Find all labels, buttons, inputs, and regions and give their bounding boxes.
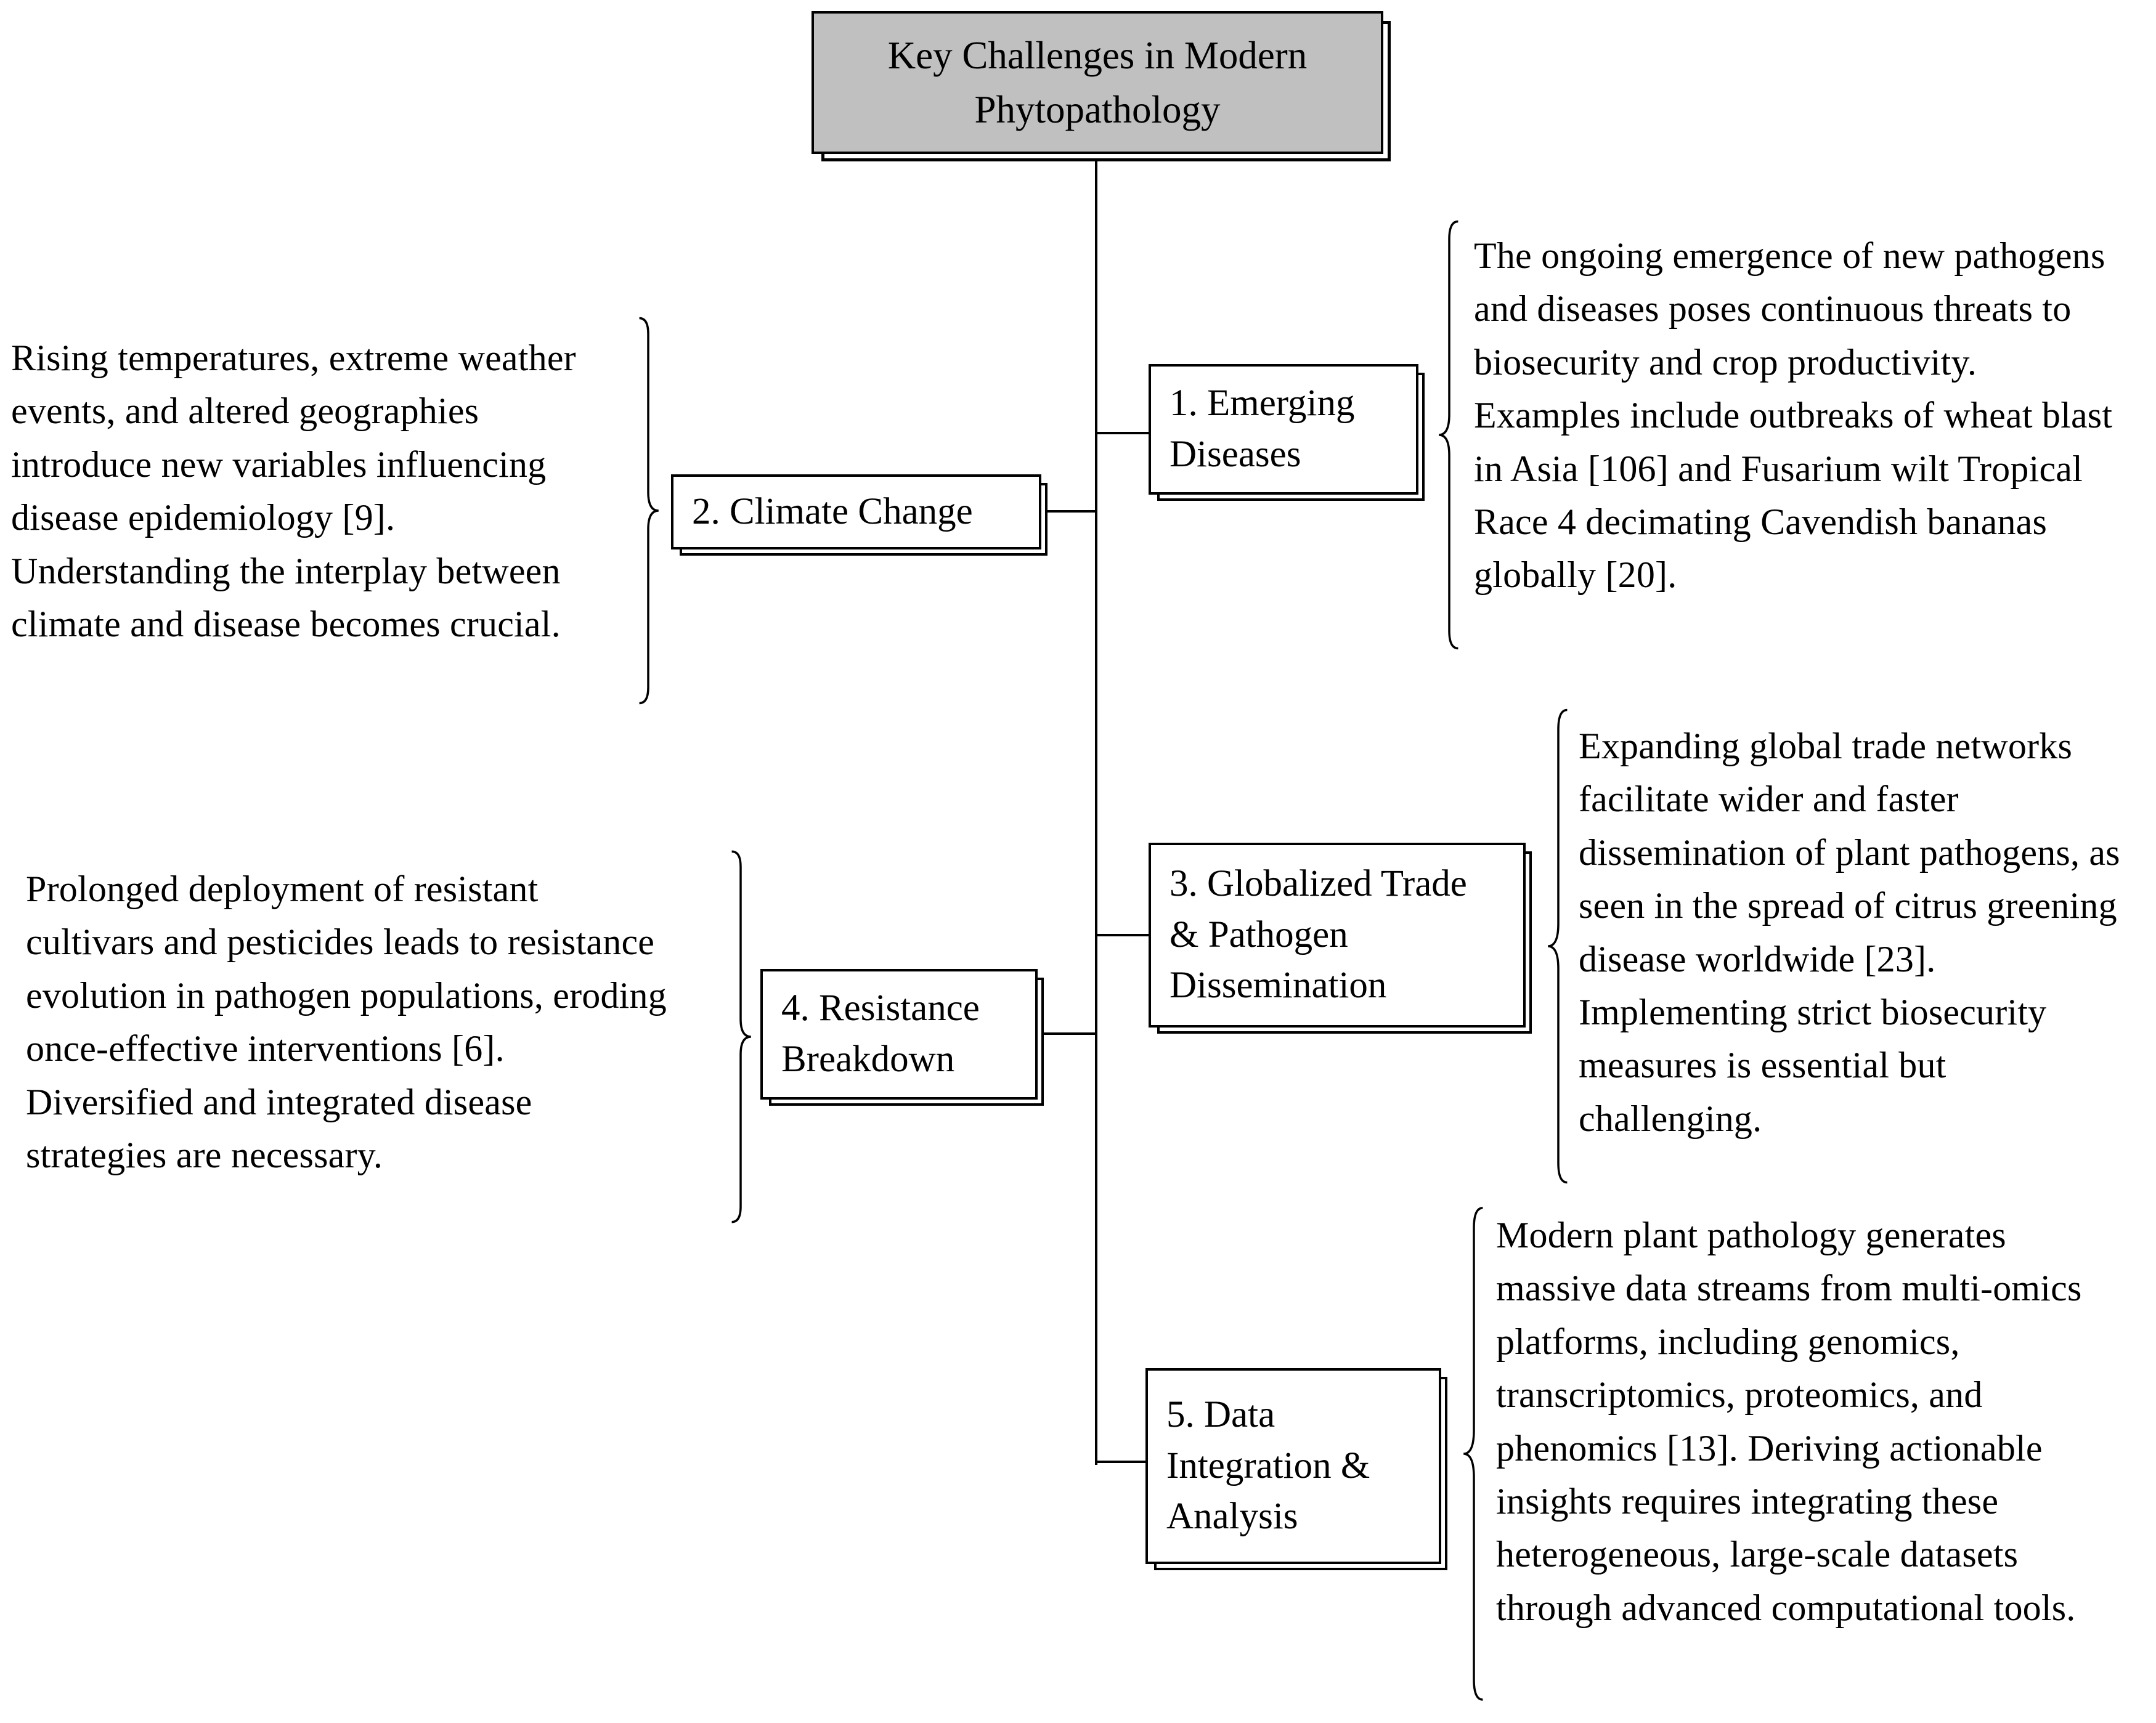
right-brace-icon-climate-change <box>633 313 663 708</box>
node-description-data-integration: Modern plant pathology generates massive data streams from multi-omics platforms, including genomics, transcriptomics, proteomics, and phenomics [13]. Deriving actionable insights requires integrating these heterogeneous, large-scale datasets through advanced computational tools. <box>1496 1215 2082 1628</box>
node-box-resistance-breakdown <box>760 969 1038 1100</box>
left-brace-icon-globalized-trade <box>1544 703 1573 1189</box>
node-description-globalized-trade: Expanding global trade networks facilitate wider and faster dissemination of plant pathogens, as seen in the spread of citrus greening disease worldwide [23]. Implementing strict biosecurity measures is essential but challenging. <box>1579 726 2120 1139</box>
branch-line-emerging-diseases <box>1096 432 1150 434</box>
node-box-data-integration <box>1145 1368 1441 1564</box>
node-description-climate-change: Rising temperatures, extreme weather events, and altered geographies introduce new variables influencing disease epidemiology [9]. Understanding the interplay between climate and disease becomes crucial. <box>11 338 576 644</box>
node-label-emerging-diseases: 1. Emerging Diseases <box>1170 383 1355 475</box>
branch-line-globalized-trade <box>1096 934 1150 936</box>
node-label-data-integration: 5. Data Integration & Analysis <box>1166 1393 1370 1538</box>
node-label-climate-change: 2. Climate Change <box>692 490 973 532</box>
branch-line-climate-change <box>1040 510 1096 513</box>
diagram-title-box <box>812 11 1383 154</box>
node-box-globalized-trade <box>1149 843 1526 1028</box>
node-description-emerging-diseases: The ongoing emergence of new pathogens and diseases poses continuous threats to biosecurity and crop productivity. Examples include outbreaks of wheat blast in Asia [106] and Fusarium wilt Tropical Race 4 decimating Cavendish bananas globally [20]. <box>1474 235 2113 596</box>
branch-line-data-integration <box>1096 1461 1148 1463</box>
right-brace-icon-resistance-breakdown <box>726 846 755 1227</box>
spine-line <box>1095 153 1097 1465</box>
branch-line-resistance-breakdown <box>1036 1032 1096 1035</box>
node-label-globalized-trade: 3. Globalized Trade & Pathogen Dissemination <box>1170 862 1467 1007</box>
diagram-title: Key Challenges in Modern Phytopathology <box>887 33 1308 131</box>
left-brace-icon-emerging-diseases <box>1434 216 1464 654</box>
left-brace-icon-data-integration <box>1459 1201 1489 1706</box>
node-box-emerging-diseases <box>1149 364 1418 495</box>
node-box-climate-change <box>671 474 1041 549</box>
node-label-resistance-breakdown: 4. Resistance Breakdown <box>781 987 980 1080</box>
node-description-resistance-breakdown: Prolonged deployment of resistant cultivars and pesticides leads to resistance evolution in pathogen populations, eroding once-effective interventions [6]. Diversified and integrated disease strategies are necessary. <box>26 869 667 1175</box>
